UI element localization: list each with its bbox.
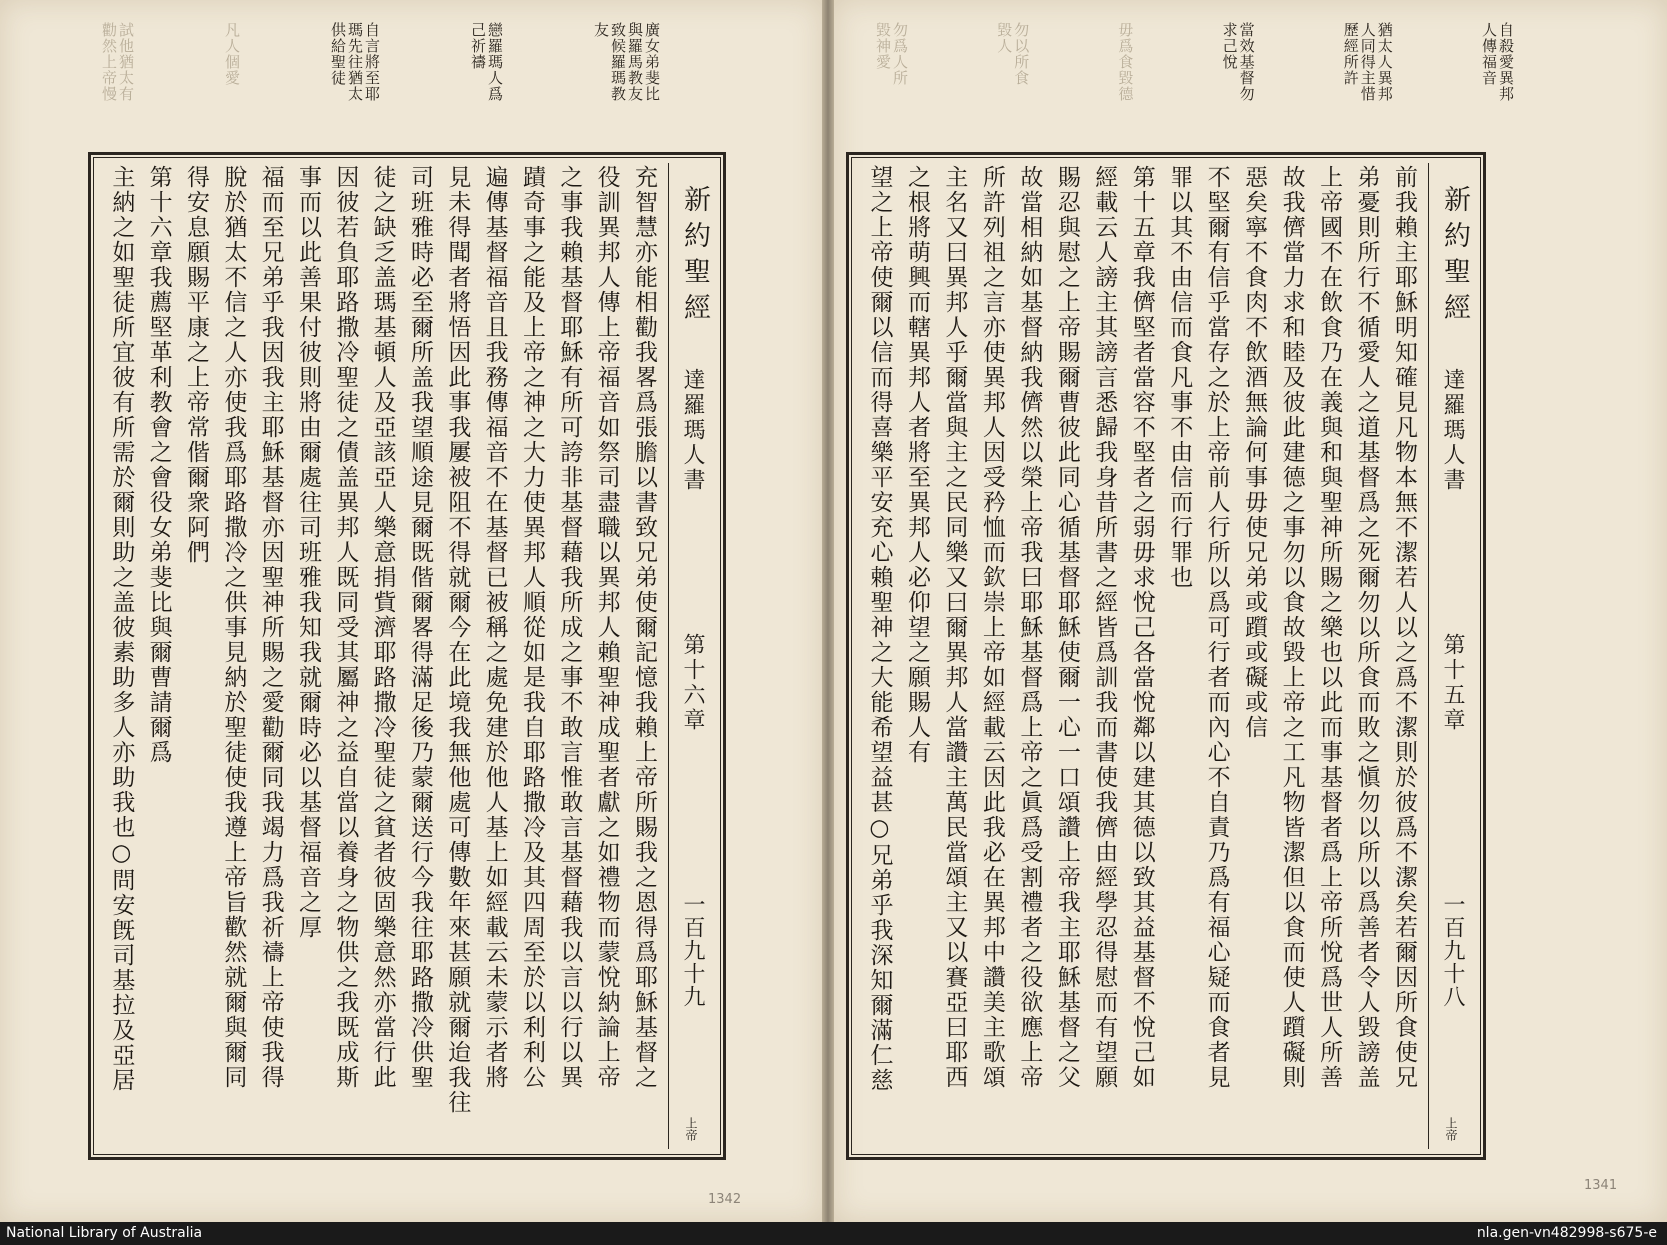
left-text-column: 徒之缺乏盖瑪基頓人及亞該亞人樂意捐貲濟耶路撒冷聖徒之貧者彼固樂意然亦當行此 xyxy=(369,165,396,1090)
left-header-book: 達羅瑪人書 xyxy=(680,368,705,493)
right-text-column: 之根將萌興而轄異邦人者將至異邦人必仰望之願賜人有 xyxy=(903,165,930,765)
left-text-column: 司班雅時必至爾所盖我望順途見爾既偕爾畧得滿足後乃蒙爾送行今我往耶路撒冷供聖 xyxy=(407,165,433,1090)
left-margin-note: 戀羅瑪人爲 己祈禱 xyxy=(469,22,504,102)
right-page xyxy=(834,0,1667,1222)
right-text-column: 望之上帝使爾以信而得喜樂平安充心賴聖神之大能希望益甚○兄弟乎我深知爾滿仁慈 xyxy=(866,165,893,1093)
left-text-column: 充智慧亦能相勸我畧爲張膽以書致兄弟使爾記憶我賴上帝所賜我之恩得爲耶穌基督之 xyxy=(631,165,657,1090)
left-text-column: 遍傳基督福音且我務傳福音不在基督已被稱之處免建於他人基上如經載云未蒙示者將 xyxy=(481,165,508,1090)
left-text-column: 因彼若負耶路撒冷聖徒之債盖異邦人既同受其屬神之益自當以養身之物供之我既成斯 xyxy=(332,165,359,1090)
right-header-book: 達羅瑪人書 xyxy=(1440,368,1465,493)
right-text-column: 惡矣寧不食肉不飲酒無論何事毋使兄弟或躓或礙或信 xyxy=(1241,165,1268,740)
right-text-column: 第十五章我儕堅者當容不堅者之弱毋求悅己各當悅鄰以建其德以致其益基督不悅己如 xyxy=(1128,165,1155,1090)
right-text-column: 主名又曰異邦人乎爾當與主之民同樂又曰爾異邦人當讚主萬民當頌主又以賽亞曰耶西 xyxy=(941,165,968,1090)
footer-bar xyxy=(0,1222,1667,1245)
right-header-column xyxy=(1428,163,1477,1149)
left-pencil-mark: 1342 xyxy=(708,1192,742,1207)
left-text-column: 事而以此善果付彼則將由爾處往司班雅我知我就爾時必以基督福音之厚 xyxy=(295,165,321,940)
right-text-column: 故當相納如基督納我儕然以榮上帝我曰耶穌基督爲上帝之眞爲受割禮者之役欲應上帝 xyxy=(1016,165,1043,1090)
left-text-column: 見未得聞者將悟因此事我屢被阻不得就爾今在此境我無他處可傳數年來甚願就爾迨我往 xyxy=(444,165,471,1115)
left-margin-note: 自言將至耶 瑪先往猶太 供給聖徒 xyxy=(329,22,381,102)
left-header-chapter: 第十六章 xyxy=(680,633,705,733)
right-text-column: 所許列祖之言亦使異邦人因受矜恤而欽崇上帝如經載云因此我必在異邦中讚美主歌頌 xyxy=(978,165,1005,1090)
right-text-frame xyxy=(846,152,1486,1160)
right-text-column: 故我儕當力求和睦及彼此建德之事勿以食故毀上帝之工凡物皆潔但以食而使人躓礙則 xyxy=(1278,165,1305,1090)
left-text-column: 得安息願賜平康之上帝常偕爾衆阿們 xyxy=(183,165,209,565)
left-text-column: 役訓異邦人傳上帝福音如祭司盡職以異邦人賴聖神成聖者獻之如禮物而蒙悅納論上帝 xyxy=(593,165,620,1090)
left-page-number: 一百九十九 xyxy=(680,893,705,1008)
left-margin-note: 廣女弟斐比 與羅馬教友 致候羅瑪教 友 xyxy=(592,22,661,102)
footer-identifier: nla.gen-vn482998-s675-e xyxy=(1476,1225,1657,1241)
right-header-title: 新約聖經 xyxy=(1439,185,1470,329)
right-text-column: 賜忍與慰之上帝賜爾曹彼此同心循基督耶穌使爾一心一口頌讚上帝我主耶穌基督之父 xyxy=(1053,165,1080,1090)
left-margin-note: 凡人個愛 xyxy=(223,22,241,86)
right-margin-note: 當效基督勿 求己悅 xyxy=(1220,22,1256,102)
right-margin-note: 勿爲人所 毀神愛 xyxy=(874,22,909,86)
right-header-chapter: 第十五章 xyxy=(1440,633,1465,733)
left-text-column: 福而至兄弟乎我因我主耶穌基督亦因聖神所賜之愛勸爾同我竭力爲我祈禱上帝使我得 xyxy=(257,165,284,1090)
right-text-column: 上帝國不在飲食乃在義與和與聖神所賜之樂也以此而事基督者爲上帝所悅爲世人所善 xyxy=(1316,165,1343,1090)
book-spine xyxy=(822,0,834,1222)
left-text-column: 蹟奇事之能及上帝之神之大力使異邦人順從如是我自耶路撒冷及其四周至於以利利公 xyxy=(519,165,545,1090)
right-margin-note: 猶太人異邦 人同得主惜 歷經所許 xyxy=(1341,22,1394,102)
right-text-column: 罪以其不由信而食凡事不由信而行罪也 xyxy=(1166,165,1193,590)
right-margin-note: 自殺愛異邦 人傳福音 xyxy=(1479,22,1515,102)
right-text-column: 弟憂則所行不循愛人之道基督爲之死爾勿以所食而敗之愼勿以所以爲善者令人毀謗盖 xyxy=(1353,165,1380,1090)
left-header-title: 新約聖經 xyxy=(679,185,710,329)
right-text-column: 經載云人謗主其謗言悉歸我身昔所書之經皆爲訓我而書使我儕由經學忍得慰而有望願 xyxy=(1091,165,1118,1090)
right-text-area xyxy=(859,165,1421,1147)
left-catchword: 上帝 xyxy=(684,1117,698,1141)
left-header-column xyxy=(668,163,717,1149)
right-margin-note: 毋爲食毀德 xyxy=(1116,22,1135,102)
right-margin-note: 勿以所食 毀人 xyxy=(995,22,1031,86)
left-text-column: 主納之如聖徒所宜彼有所需於爾則助之盖彼素助多人亦助我也○問安旣司基拉及亞居 xyxy=(108,165,135,1093)
right-page-number: 一百九十八 xyxy=(1440,893,1465,1008)
left-text-column: 脫於猶太不信之人亦使我爲耶路撒冷之供事見納於聖徒使我遵上帝旨歡然就爾與爾同 xyxy=(220,165,247,1090)
left-text-column: 之事我賴基督耶穌有所可誇非基督藉我所成之事不敢言惟敢言基督藉我以言以行以異 xyxy=(556,165,583,1090)
left-text-area xyxy=(101,165,661,1147)
right-catchword: 上帝 xyxy=(1444,1117,1458,1141)
right-margin-notes xyxy=(874,22,1514,142)
left-text-column: 第十六章我薦堅革利教會之會役女弟斐比與爾曹請爾爲 xyxy=(145,165,172,765)
right-text-column: 不堅爾有信乎當存之於上帝前人行所以爲可行者而內心不自責乃爲有福心疑而食者見 xyxy=(1203,165,1230,1090)
footer-library-name: National Library of Australia xyxy=(6,1225,203,1241)
left-margin-note: 試他猶太有 勸然上帝慢 xyxy=(100,22,135,102)
right-pencil-mark: 1341 xyxy=(1584,1178,1618,1193)
left-text-frame xyxy=(88,152,726,1160)
left-page xyxy=(0,0,822,1222)
right-text-column: 前我賴主耶穌明知確見凡物本無不潔若人以之爲不潔則於彼爲不潔矣若爾因所食使兄 xyxy=(1391,165,1417,1090)
left-margin-notes xyxy=(100,22,660,142)
